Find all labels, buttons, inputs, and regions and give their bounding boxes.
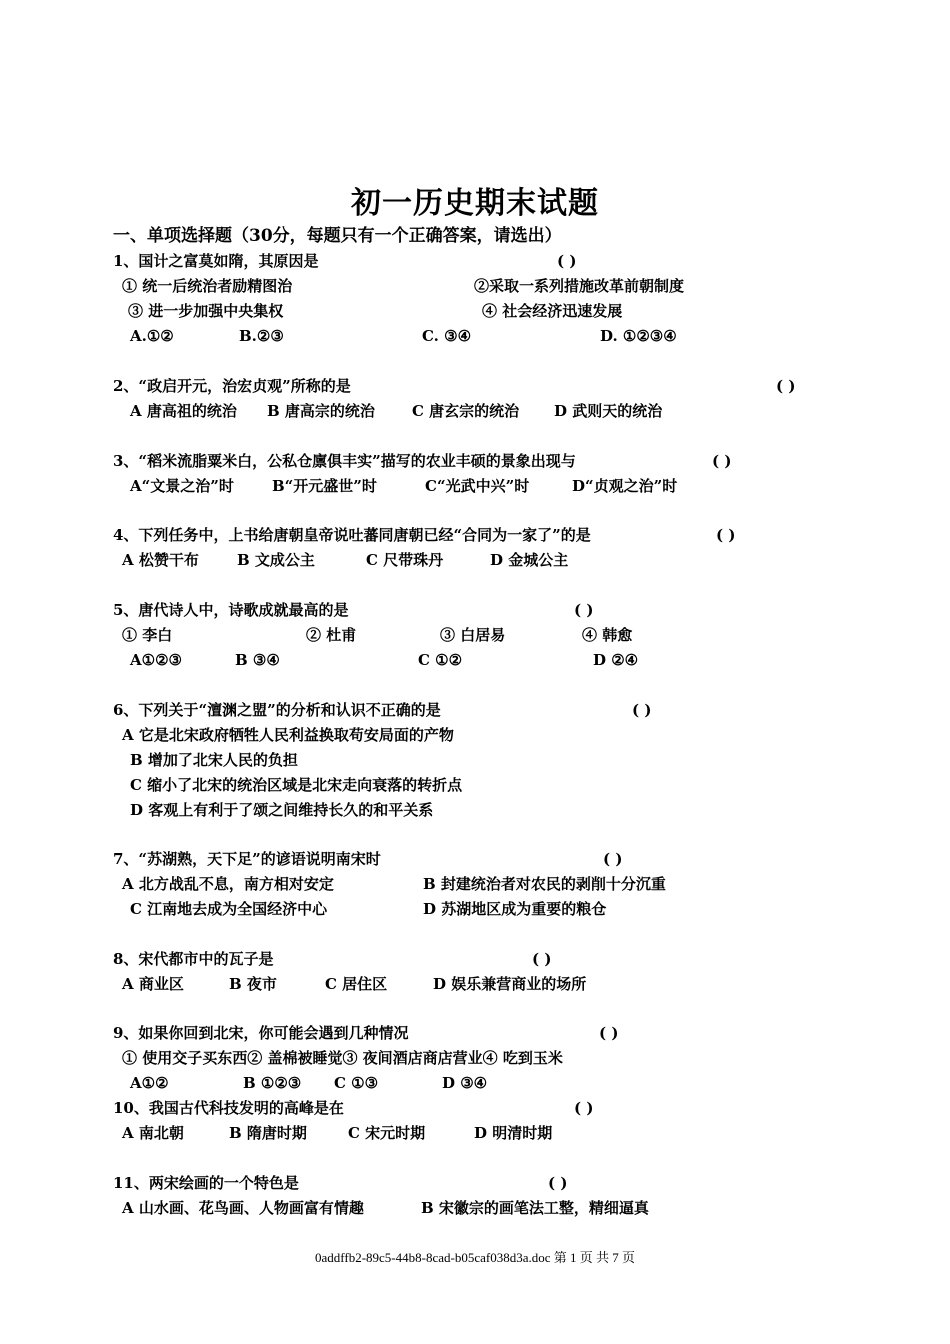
question-5-option-c: C ①② xyxy=(418,651,463,669)
question-4-option-c: C 尺带珠丹 xyxy=(366,551,444,569)
question-4-option-a: A 松赞干布 xyxy=(122,551,199,569)
page-footer: 0addffb2-89c5-44b8-8cad-b05caf038d3a.doc 第 1 页 共 7 页 xyxy=(315,1250,635,1265)
question-10-answer-blank: ( ) xyxy=(574,1099,594,1117)
question-7-option-b: B 封建统治者对农民的剥削十分沉重 xyxy=(423,875,666,893)
question-10-option-d: D 明清时期 xyxy=(474,1124,553,1142)
section-heading: 一、单项选择题（30分，每题只有一个正确答案，请选出） xyxy=(113,226,562,246)
question-4-stem: 4、下列任务中，上书给唐朝皇帝说吐蕃同唐朝已经“合同为一家了”的是 xyxy=(113,526,591,544)
question-1-item-2: ②采取一系列措施改革前朝制度 xyxy=(474,277,685,295)
question-4-option-b: B 文成公主 xyxy=(237,551,315,569)
question-6-answer-blank: ( ) xyxy=(632,701,652,719)
question-11-option-a: A 山水画、花鸟画、人物画富有情趣 xyxy=(122,1199,364,1217)
question-2-option-a: A 唐高祖的统治 xyxy=(130,402,237,420)
question-8-option-b: B 夜市 xyxy=(229,975,277,993)
question-10-stem: 10、我国古代科技发明的高峰是在 xyxy=(113,1099,344,1117)
question-8-option-a: A 商业区 xyxy=(122,975,184,993)
question-1-item-1: ① 统一后统治者励精图治 xyxy=(122,277,293,295)
question-4-option-d: D 金城公主 xyxy=(490,551,569,569)
question-11-answer-blank: ( ) xyxy=(548,1174,568,1192)
question-2-option-d: D 武则天的统治 xyxy=(554,402,663,420)
question-6-option-b: B 增加了北宋人民的负担 xyxy=(130,751,298,769)
question-9-option-b: B ①②③ xyxy=(243,1074,302,1092)
question-2-answer-blank: ( ) xyxy=(776,377,796,395)
question-10-option-a: A 南北朝 xyxy=(122,1124,184,1142)
question-3-stem: 3、“稻米流脂粟米白，公私仓廪俱丰实”描写的农业丰硕的景象出现与 xyxy=(113,452,576,470)
question-7-stem: 7、“苏湖熟，天下足”的谚语说明南宋时 xyxy=(113,850,381,868)
question-9-stem: 9、如果你回到北宋，你可能会遇到几种情况 xyxy=(113,1024,409,1042)
question-9-option-d: D ③④ xyxy=(442,1074,488,1092)
question-3-option-a: A“文景之治”时 xyxy=(130,477,234,495)
question-6-option-c: C 缩小了北宋的统治区域是北宋走向衰落的转折点 xyxy=(130,776,463,794)
question-5-item-1: ① 李白 xyxy=(122,626,173,644)
question-5-answer-blank: ( ) xyxy=(574,601,594,619)
question-6-stem: 6、下列关于“澶渊之盟”的分析和认识不正确的是 xyxy=(113,701,441,719)
question-1-item-4: ④ 社会经济迅速发展 xyxy=(482,302,623,320)
question-5-option-b: B ③④ xyxy=(235,651,280,669)
question-5-item-3: ③ 白居易 xyxy=(440,626,506,644)
question-1-option-a: A.①② xyxy=(130,327,174,345)
question-4-answer-blank: ( ) xyxy=(716,526,736,544)
page-title: 初一历史期末试题 xyxy=(351,186,599,221)
question-5-option-d: D ②④ xyxy=(593,651,639,669)
question-7-option-c: C 江南地去成为全国经济中心 xyxy=(130,900,328,918)
question-3-answer-blank: ( ) xyxy=(712,452,732,470)
question-1-answer-blank: ( ) xyxy=(557,252,577,270)
question-3-option-b: B“开元盛世”时 xyxy=(272,477,377,495)
question-5-item-2: ② 杜甫 xyxy=(306,626,357,644)
question-3-option-d: D“贞观之治”时 xyxy=(572,477,678,495)
question-1-item-3: ③ 进一步加强中央集权 xyxy=(128,302,284,320)
question-11-option-b: B 宋徽宗的画笔法工整，精细逼真 xyxy=(421,1199,649,1217)
question-1-option-d: D. ①②③④ xyxy=(600,327,677,345)
question-1-stem: 1、国计之富莫如隋，其原因是 xyxy=(113,252,319,270)
question-5-stem: 5、唐代诗人中，诗歌成就最高的是 xyxy=(113,601,349,619)
question-9-answer-blank: ( ) xyxy=(599,1024,619,1042)
question-9-option-a: A①② xyxy=(130,1074,169,1092)
question-8-option-d: D 娱乐兼营商业的场所 xyxy=(433,975,587,993)
question-11-stem: 11、两宋绘画的一个特色是 xyxy=(113,1174,299,1192)
question-8-stem: 8、宋代都市中的瓦子是 xyxy=(113,950,274,968)
question-9-option-c: C ①③ xyxy=(334,1074,379,1092)
question-7-answer-blank: ( ) xyxy=(603,850,623,868)
question-10-option-b: B 隋唐时期 xyxy=(229,1124,307,1142)
question-6-option-a: A 它是北宋政府牺牲人民利益换取苟安局面的产物 xyxy=(122,726,454,744)
question-8-option-c: C 居住区 xyxy=(325,975,388,993)
question-2-option-c: C 唐玄宗的统治 xyxy=(412,402,520,420)
question-3-option-c: C“光武中兴”时 xyxy=(425,477,530,495)
question-9-items: ① 使用交子买东西② 盖棉被睡觉③ 夜间酒店商店营业④ 吃到玉米 xyxy=(122,1049,563,1067)
question-10-option-c: C 宋元时期 xyxy=(348,1124,426,1142)
question-5-option-a: A①②③ xyxy=(130,651,182,669)
question-7-option-a: A 北方战乱不息，南方相对安定 xyxy=(122,875,334,893)
question-7-option-d: D 苏湖地区成为重要的粮仓 xyxy=(423,900,607,918)
question-1-option-c: C. ③④ xyxy=(422,327,472,345)
question-2-option-b: B 唐高宗的统治 xyxy=(267,402,375,420)
question-8-answer-blank: ( ) xyxy=(532,950,552,968)
question-1-option-b: B.②③ xyxy=(239,327,284,345)
question-2-stem: 2、“政启开元，治宏贞观”所称的是 xyxy=(113,377,351,395)
question-6-option-d: D 客观上有利于了颂之间维持长久的和平关系 xyxy=(130,801,434,819)
question-5-item-4: ④ 韩愈 xyxy=(582,626,633,644)
